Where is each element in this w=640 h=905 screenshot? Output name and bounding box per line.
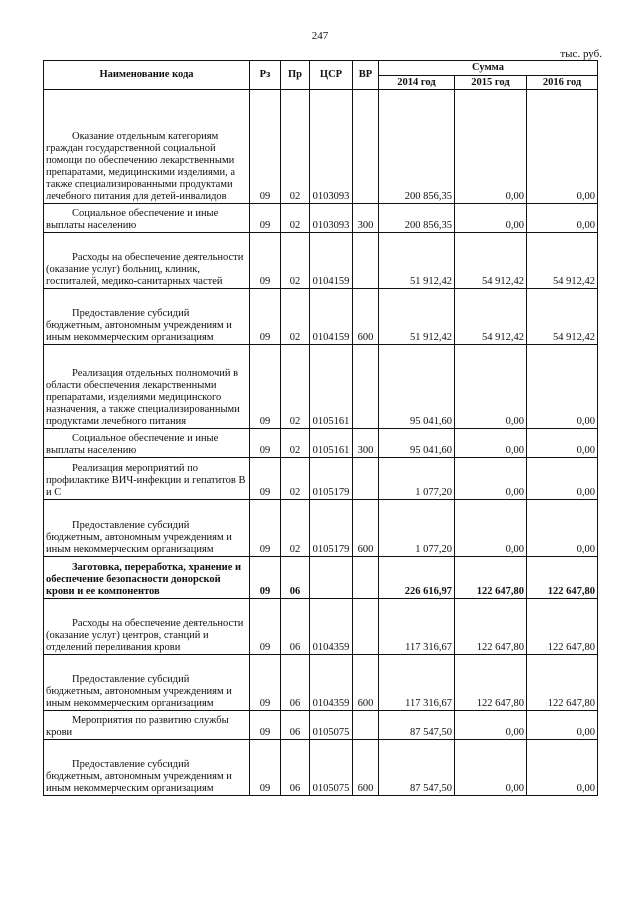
table-row (44, 711, 598, 740)
row-name: Предоставление субсидий бюджетным, автономным учреждениям и иным некоммерческим организациям (44, 500, 250, 557)
page-number: 247 (311, 30, 329, 42)
table-row (44, 655, 598, 711)
row-2016: 0,00 (527, 345, 598, 429)
row-name: Предоставление субсидий бюджетным, автономным учреждениям и иным некоммерческим организациям (44, 740, 250, 796)
header-pr: Пр (281, 61, 310, 90)
row-rz: 09 (250, 233, 281, 289)
row-2016: 0,00 (527, 429, 598, 458)
row-rz: 09 (250, 458, 281, 500)
row-name: Расходы на обеспечение деятельности (оказание услуг) центров, станций и отделений переливания крови (44, 599, 250, 655)
table-row (44, 458, 598, 500)
row-rz: 09 (250, 90, 281, 204)
row-vr (353, 557, 379, 599)
row-name: Социальное обеспечение и иные выплаты населению (44, 429, 250, 458)
row-pr: 06 (281, 599, 310, 655)
table-row (44, 204, 598, 233)
row-vr: 300 (353, 429, 379, 458)
table-row (44, 500, 598, 557)
row-rz: 09 (250, 655, 281, 711)
row-2015: 122 647,80 (455, 655, 527, 711)
row-pr: 02 (281, 204, 310, 233)
header-2015: 2015 год (455, 76, 527, 90)
table-row (44, 599, 598, 655)
row-name: Предоставление субсидий бюджетным, автономным учреждениям и иным некоммерческим организациям (44, 289, 250, 345)
row-rz: 09 (250, 557, 281, 599)
row-csr: 0105179 (310, 500, 353, 557)
row-name: Предоставление субсидий бюджетным, автономным учреждениям и иным некоммерческим организациям (44, 655, 250, 711)
row-2014: 87 547,50 (379, 711, 455, 740)
row-vr (353, 711, 379, 740)
row-2015: 0,00 (455, 500, 527, 557)
row-pr: 06 (281, 740, 310, 796)
row-vr: 600 (353, 655, 379, 711)
row-vr (353, 458, 379, 500)
header-csr: ЦСР (310, 61, 353, 90)
row-vr (353, 345, 379, 429)
row-csr (310, 557, 353, 599)
row-2014: 1 077,20 (379, 458, 455, 500)
row-2014: 117 316,67 (379, 599, 455, 655)
row-csr: 0104159 (310, 289, 353, 345)
row-rz: 09 (250, 500, 281, 557)
row-name: Социальное обеспечение и иные выплаты населению (44, 204, 250, 233)
row-vr (353, 233, 379, 289)
row-csr: 0105075 (310, 740, 353, 796)
row-2014: 51 912,42 (379, 233, 455, 289)
table-row (44, 345, 598, 429)
header-sum: Сумма (379, 61, 598, 76)
row-2016: 122 647,80 (527, 557, 598, 599)
row-pr: 02 (281, 429, 310, 458)
row-name: Оказание отдельным категориям граждан государственной социальной помощи по обеспечению лекарственными препаратами, медицинскими изделиями, а также специализированными продуктами лечебного питания для детей-инвалидов (44, 90, 250, 204)
row-rz: 09 (250, 711, 281, 740)
row-vr: 600 (353, 500, 379, 557)
budget-table (43, 60, 598, 796)
row-name: Реализация мероприятий по профилактике ВИЧ-инфекции и гепатитов В и С (44, 458, 250, 500)
row-rz: 09 (250, 599, 281, 655)
row-csr: 0104359 (310, 655, 353, 711)
row-rz: 09 (250, 289, 281, 345)
row-csr: 0104359 (310, 599, 353, 655)
row-csr: 0105161 (310, 345, 353, 429)
row-name: Реализация отдельных полномочий в области обеспечения лекарственными препаратами, изделиями медицинского назначения, а также специализированными продуктами лечебного питания (44, 345, 250, 429)
row-2014: 200 856,35 (379, 90, 455, 204)
row-pr: 02 (281, 500, 310, 557)
row-vr (353, 90, 379, 204)
row-2014: 51 912,42 (379, 289, 455, 345)
row-2014: 117 316,67 (379, 655, 455, 711)
row-pr: 02 (281, 345, 310, 429)
row-name: Мероприятия по развитию службы крови (44, 711, 250, 740)
row-2014: 226 616,97 (379, 557, 455, 599)
row-2016: 122 647,80 (527, 655, 598, 711)
row-csr: 0103093 (310, 90, 353, 204)
row-rz: 09 (250, 740, 281, 796)
row-pr: 02 (281, 233, 310, 289)
row-2016: 54 912,42 (527, 289, 598, 345)
row-csr: 0103093 (310, 204, 353, 233)
row-2016: 0,00 (527, 740, 598, 796)
table-row (44, 557, 598, 599)
table-row (44, 289, 598, 345)
header-vr: ВР (353, 61, 379, 90)
row-name: Заготовка, переработка, хранение и обеспечение безопасности донорской крови и ее компонентов (44, 557, 250, 599)
row-2014: 200 856,35 (379, 204, 455, 233)
header-2016: 2016 год (527, 76, 598, 90)
row-name: Расходы на обеспечение деятельности (оказание услуг) больниц, клиник, госпиталей, медико-санитарных частей (44, 233, 250, 289)
row-2016: 0,00 (527, 90, 598, 204)
row-vr: 600 (353, 740, 379, 796)
row-2014: 1 077,20 (379, 500, 455, 557)
row-rz: 09 (250, 204, 281, 233)
table-row (44, 740, 598, 796)
row-2015: 54 912,42 (455, 233, 527, 289)
row-2016: 0,00 (527, 204, 598, 233)
header-2014: 2014 год (379, 76, 455, 90)
row-pr: 02 (281, 90, 310, 204)
header-name: Наименование кода (44, 61, 250, 90)
units-label: тыс. руб. (560, 48, 602, 60)
row-2015: 122 647,80 (455, 557, 527, 599)
row-pr: 06 (281, 557, 310, 599)
row-2016: 122 647,80 (527, 599, 598, 655)
row-2016: 54 912,42 (527, 233, 598, 289)
row-2016: 0,00 (527, 458, 598, 500)
row-2015: 0,00 (455, 740, 527, 796)
row-vr (353, 599, 379, 655)
row-2015: 0,00 (455, 711, 527, 740)
row-pr: 02 (281, 289, 310, 345)
row-2016: 0,00 (527, 500, 598, 557)
row-2015: 0,00 (455, 458, 527, 500)
row-2015: 122 647,80 (455, 599, 527, 655)
row-2016: 0,00 (527, 711, 598, 740)
row-csr: 0105179 (310, 458, 353, 500)
row-csr: 0104159 (310, 233, 353, 289)
row-2014: 87 547,50 (379, 740, 455, 796)
row-rz: 09 (250, 345, 281, 429)
row-2014: 95 041,60 (379, 345, 455, 429)
row-csr: 0105075 (310, 711, 353, 740)
row-pr: 02 (281, 458, 310, 500)
table-row (44, 233, 598, 289)
row-csr: 0105161 (310, 429, 353, 458)
row-2015: 0,00 (455, 90, 527, 204)
row-pr: 06 (281, 655, 310, 711)
row-2015: 0,00 (455, 429, 527, 458)
row-vr: 600 (353, 289, 379, 345)
row-2015: 0,00 (455, 204, 527, 233)
row-vr: 300 (353, 204, 379, 233)
table-row (44, 90, 598, 204)
row-2015: 54 912,42 (455, 289, 527, 345)
row-2014: 95 041,60 (379, 429, 455, 458)
table-row (44, 429, 598, 458)
header-rz: Рз (250, 61, 281, 90)
row-rz: 09 (250, 429, 281, 458)
row-pr: 06 (281, 711, 310, 740)
row-2015: 0,00 (455, 345, 527, 429)
